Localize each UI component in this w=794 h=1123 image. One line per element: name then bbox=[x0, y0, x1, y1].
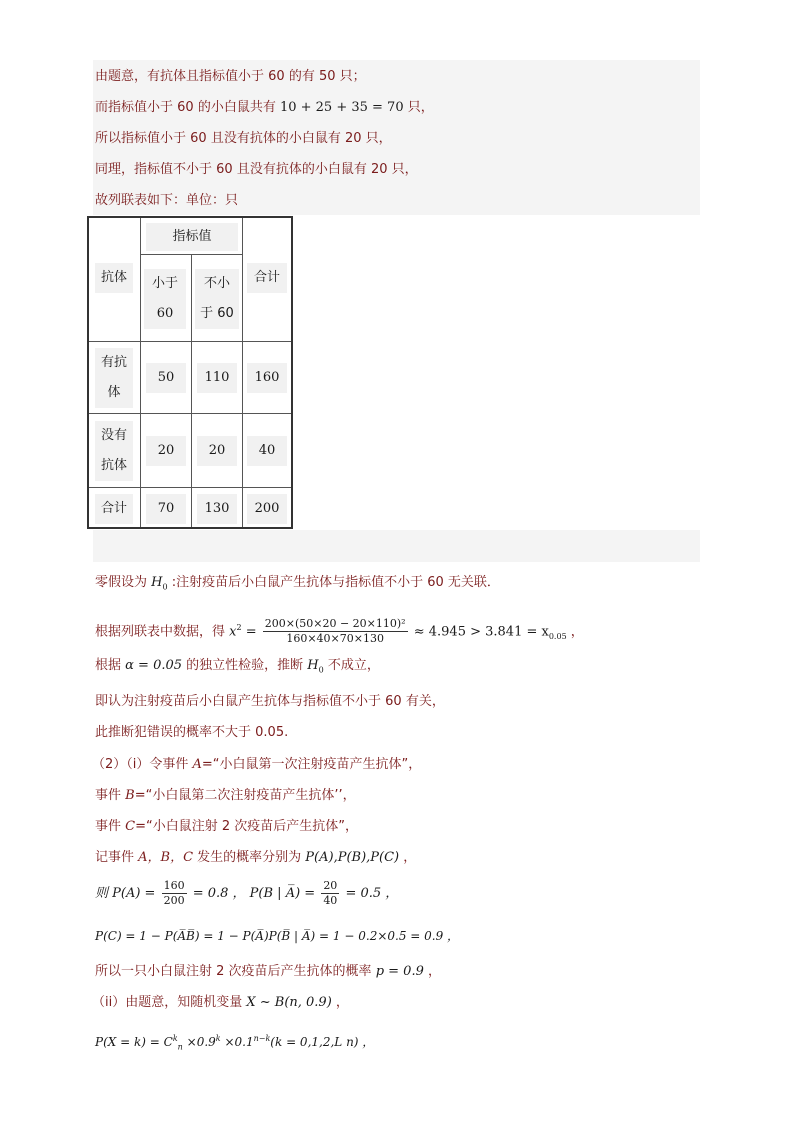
header-lt60: 小于 60 bbox=[144, 269, 186, 329]
null-hypothesis: 零假设为 $H_0$ :注射疫苗后小白鼠产生抗体与指标值不小于 60 无关联． bbox=[95, 575, 500, 592]
table-hline bbox=[89, 487, 291, 488]
table-cell: 40 bbox=[247, 436, 287, 466]
chi-fraction: $\frac{\text{200×(50×20 − 20×110)²}}{160\times 40\times 70\times 130}$ bbox=[264, 617, 406, 646]
table-cell: 50 bbox=[146, 363, 186, 393]
header-antibody: 抗体 bbox=[95, 263, 133, 293]
table-hline bbox=[140, 254, 242, 255]
table-vline bbox=[140, 218, 141, 527]
table-cell: 20 bbox=[197, 436, 237, 466]
part2-ii-line: （ii）由题意，知随机变量 X ~ B(n, 0.9) ， bbox=[92, 995, 349, 1010]
conclusion-line: 即认为注射疫苗后小白鼠产生抗体与指标值不小于 60 有关， bbox=[95, 694, 445, 709]
table-hline bbox=[89, 413, 291, 414]
binomial-line: $P(X = k) = C^k_n \times 0.9^k \times 0.1^{n-k}(k = 0,1,2,L$ n) ， bbox=[95, 1034, 375, 1052]
table-cell: 20 bbox=[146, 436, 186, 466]
table-cell: 160 bbox=[247, 363, 287, 393]
header-total: 合计 bbox=[247, 263, 287, 293]
part2-i-line: （2）（i）令事件 A=“小白鼠第一次注射疫苗产生抗体”， bbox=[92, 757, 422, 772]
intro-line-5: 故列联表如下：单位：只 bbox=[95, 193, 239, 208]
alpha-line: 根据 α = 0.05 的独立性检验，推断 $H_0$ 不成立， bbox=[95, 658, 380, 675]
table-cell: 200 bbox=[247, 494, 287, 524]
error-probability-line: 此推断犯错误的概率不大于 0.05. bbox=[95, 725, 289, 740]
intro-line-4: 同理，指标值不小于 60 且没有抗体的小白鼠有 20 只， bbox=[95, 162, 418, 177]
table-vline bbox=[242, 218, 243, 527]
row-label-has-antibody: 有抗 体 bbox=[95, 348, 133, 408]
chi-square-line: 根据列联表中数据，得 $x^2$ = $\frac{\text{200×(50×20 − 20×110)²}}{160\times 40\times 70\times 130}$ ≈ $4.945 > 3.841 = x_{0.05}$ ， bbox=[95, 617, 584, 646]
table-vline bbox=[191, 254, 192, 341]
header-ge60: 不小 于 60 bbox=[195, 269, 239, 329]
contingency-table bbox=[87, 216, 293, 529]
pa-fraction: $\frac{160}{200}$ bbox=[163, 879, 185, 907]
event-c-line: 事件 C=“小白鼠注射 2 次疫苗后产生抗体”， bbox=[95, 819, 359, 834]
table-cell: 130 bbox=[197, 494, 237, 524]
table-cell: 110 bbox=[197, 363, 237, 393]
row-label-no-antibody: 没有 抗体 bbox=[95, 421, 133, 481]
pb-fraction: $\frac{20}{40}$ bbox=[323, 879, 338, 907]
pa-pb-line: 则 P(A) = $\frac{160}{200}$ = 0.8 ， P(B | A̅) = $\frac{20}{40}$ = 0.5 ， bbox=[95, 879, 399, 907]
p-result-line: 所以一只小白鼠注射 2 次疫苗后产生抗体的概率 p = 0.9 ， bbox=[95, 964, 441, 979]
pc-line: P(C) = 1 − P(A̅B̅) = 1 − P(A̅)P(B̅ | A̅) = 1 − 0.2×0.5 = 0.9 ， bbox=[95, 929, 460, 943]
chi-symbol: x bbox=[229, 624, 237, 640]
intro-line-1: 由题意，有抗体且指标值小于 60 的有 50 只； bbox=[95, 69, 366, 84]
table-vline bbox=[191, 341, 192, 527]
intro-line-2: 而指标值小于 60 的小白鼠共有 10 + 25 + 35 = 70 只， bbox=[95, 100, 434, 115]
table-footer-background bbox=[93, 530, 700, 562]
row-label-total: 合计 bbox=[95, 494, 133, 524]
table-cell: 70 bbox=[146, 494, 186, 524]
header-indicator: 指标值 bbox=[146, 223, 238, 251]
probabilities-line: 记事件 A，B，C 发生的概率分别为 P(A),P(B),P(C) ， bbox=[95, 850, 417, 865]
event-b-line: 事件 B=“小白鼠第二次注射疫苗产生抗体’’， bbox=[95, 788, 356, 803]
table-hline bbox=[89, 341, 291, 342]
intro-line-3: 所以指标值小于 60 且没有抗体的小白鼠有 20 只， bbox=[95, 131, 392, 146]
